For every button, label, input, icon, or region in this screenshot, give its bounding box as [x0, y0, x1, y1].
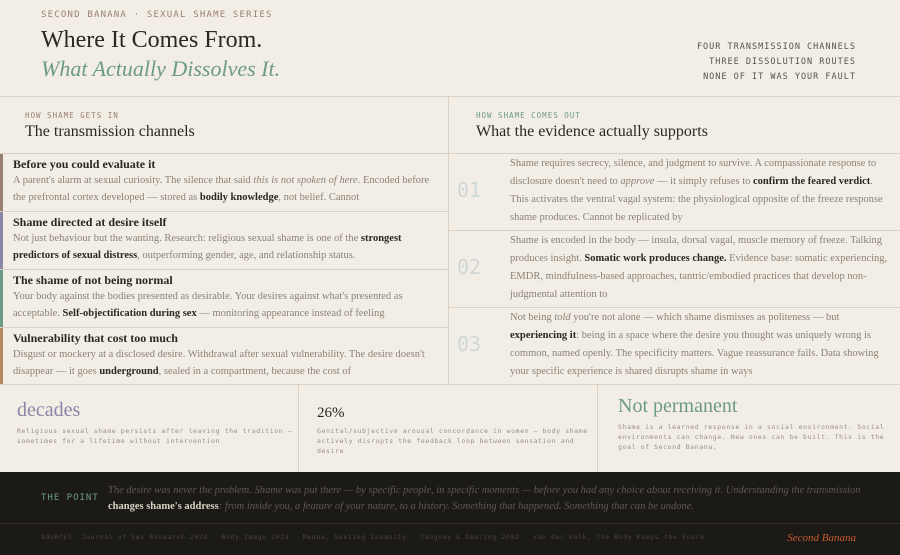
channel-text: A parent's alarm at sexual curiosity. The silence that said this is not spoken of here. Encoded before the prefrontal cortex developed — stored as bodily knowledge, not belief. Cannot	[13, 175, 430, 203]
channel-accent-bar	[0, 212, 3, 269]
channel-item	[0, 212, 448, 270]
meta-line: NONE OF IT WAS YOUR FAULT	[703, 72, 856, 82]
stat-value: decades	[17, 399, 81, 421]
route-number: 01	[457, 178, 482, 202]
point-label: THE POINT	[41, 493, 99, 503]
column-title: The transmission channels	[25, 123, 195, 140]
column-header	[449, 97, 900, 154]
column-title: What the evidence actually supports	[476, 123, 708, 140]
channel-title: Vulnerability that cost too much	[13, 331, 178, 345]
route-text: Shame requires secrecy, silence, and judgment to survive. A compassionate response to disclosure doesn't need to approve — it simply refuses to confirm the feared verdict. This activates the ventral vagal system: the physiological opposite of the freeze response shame produces. Cannot be replicated by	[510, 158, 883, 223]
route-number: 02	[457, 255, 482, 279]
channel-item	[0, 328, 448, 384]
stat-value: Not permanent	[618, 395, 738, 417]
route-item	[449, 231, 900, 308]
route-item	[449, 308, 900, 384]
point-footer	[0, 472, 900, 555]
page-subtitle: What Actually Dissolves It.	[41, 56, 281, 81]
channel-title: Before you could evaluate it	[13, 157, 156, 171]
dissolution-column	[449, 97, 900, 384]
stat-card	[0, 385, 299, 473]
route-item	[449, 154, 900, 231]
meta-line: THREE DISSOLUTION ROUTES	[709, 57, 856, 67]
channel-accent-bar	[0, 328, 3, 384]
footer-divider	[0, 523, 900, 524]
route-number: 03	[457, 332, 482, 356]
channel-item	[0, 270, 448, 328]
route-text: Not being told you're not alone — which shame dismisses as politeness — but experiencing it: being in a space where the desire you thought was uniquely wrong is common, named openly. The specificity matters. Vague reassurance fails. Data showing your specific experience is shared disrupts shame in ways	[510, 312, 879, 377]
channel-accent-bar	[0, 154, 3, 211]
stat-caption: Genital/subjective arousal concordance in women — body shame actively disrupts the feedback loop between sensation and desire	[317, 427, 588, 455]
stats-row	[0, 384, 900, 472]
channel-item	[0, 154, 448, 212]
route-text: Shame is encoded in the body — insula, dorsal vagal, muscle memory of freeze. Talking produces insight. Somatic work produces change. Evidence base: somatic experiencing, EMDR, mindfulness-based approaches, tantric/embodied practices that develop non-judgmental attention to	[510, 235, 888, 300]
channel-title: The shame of not being normal	[13, 273, 173, 287]
sources-line: SOURCES: Journal of Sex Research 2024 · Body Image 2023 · Meana, Sexting Insanity · Tangney & Dearing 2002 · van der Kolk, The Body Keeps the Score	[41, 533, 705, 541]
meta-line: FOUR TRANSMISSION CHANNELS	[696, 42, 856, 52]
column-header	[0, 97, 448, 154]
stat-card	[598, 385, 900, 473]
header-meta	[697, 40, 856, 85]
page-title: Where It Comes From.	[41, 27, 263, 53]
stat-caption: Religious sexual shame persists after leaving the tradition — sometimes for a lifetime without intervention	[17, 427, 293, 445]
transmission-column	[0, 97, 449, 384]
stat-value: 26%	[317, 405, 345, 421]
stat-caption: Shame is a learned response in a social environment. Social environments can change. New ones can be built. This is the goal of Second Banana.	[618, 423, 885, 451]
series-eyebrow: SECOND BANANA · SEXUAL SHAME SERIES	[41, 10, 273, 20]
channel-text: Not just behaviour but the wanting. Research: religious sexual shame is one of the strongest predictors of sexual distress, outperforming gender, age, and relationship status.	[13, 233, 402, 261]
channel-title: Shame directed at desire itself	[13, 215, 167, 229]
column-kicker: HOW SHAME COMES OUT	[476, 111, 581, 120]
channel-accent-bar	[0, 270, 3, 327]
brand-logo[interactable]: Second Banana	[787, 532, 856, 544]
page-header	[0, 0, 900, 97]
channel-text: Your body against the bodies presented as desirable. Your desires against what's presented as acceptable. Self-objectification during sex — monitoring appearance instead of feeling	[13, 291, 403, 319]
stat-card	[299, 385, 598, 473]
point-text: The desire was never the problem. Shame was put there — by specific people, in specific moments — before you had any choice about receiving it. Understanding the transmission changes shame's address: from inside you, a feature of your nature, to a history. Something that happened. Something that can be undone.	[108, 485, 861, 512]
channel-text: Disgust or mockery at a disclosed desire. Withdrawal after sexual vulnerability. The desire doesn't disappear — it goes underground, sealed in a compartment, because the cost of	[13, 349, 425, 377]
column-kicker: HOW SHAME GETS IN	[25, 111, 119, 120]
